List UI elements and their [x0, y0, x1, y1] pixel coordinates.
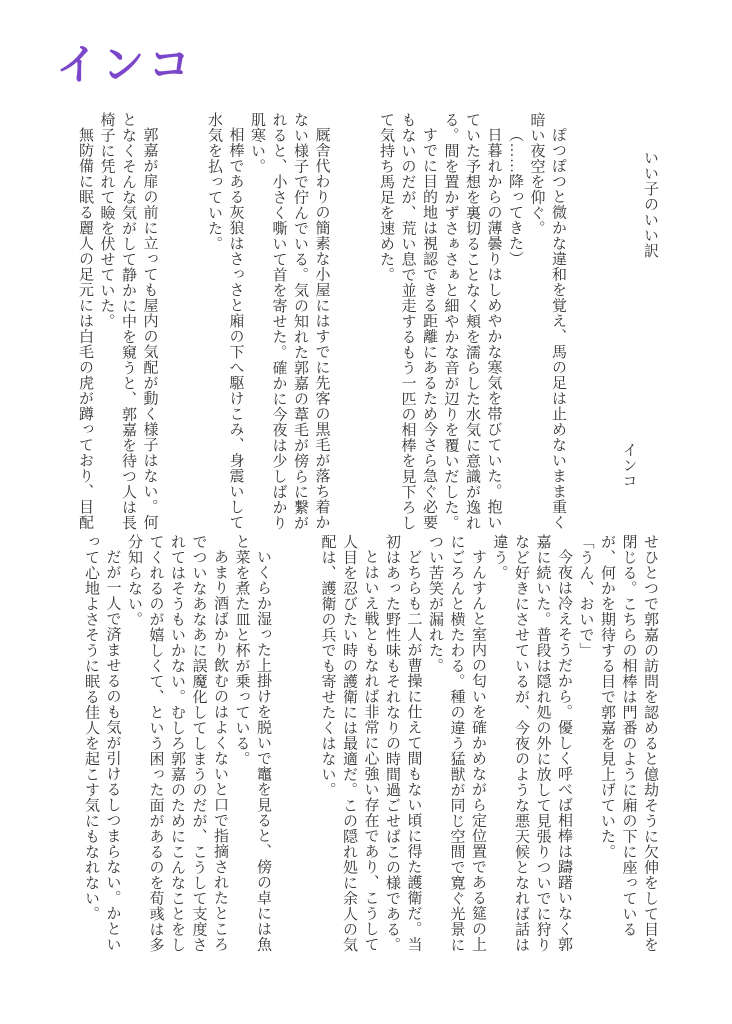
story-paragraph: あまり酒ばかり飲むのはよくないと口で指摘されたところでついなあなあに誤魔化してしまうのだが、こうして支度されてはそうもいかない。むしろ郭嘉のためにこんなことをしてくれるのが嬉しくて、という困った面があるのを荀彧は多分知らない。	[126, 534, 228, 953]
story-paragraph: （……降ってきた）	[507, 127, 523, 267]
story-paragraph: 日暮れからの薄曇りはしめやかな寒気を帯びていた。抱いていた予想を裏切ることなく頬を濡らした水気に意識が逸れる。間を置かずさぁさぁと細やかな音が辺りを覆いだした。	[442, 112, 502, 531]
story-text-bottom	[80, 534, 661, 954]
story-paragraph: だが一人で済ませるのも気が引けるしつまらない。かといって心地よさそうに眠る佳人を起こす気にもなれない。	[83, 534, 121, 952]
story-paragraph: 厩舎代わりの簡素な小屋にはすでに先客の黒毛が落ち着かない様子で佇んでいる。気の知れた郭嘉の葦毛が傍らに繋がれると、小さく嘶いて首を寄せた。確かに今夜は少しばかり肌寒い。	[249, 112, 330, 531]
page-title: インコ	[56, 41, 195, 88]
story-paragraph: ぽつぽつと微かな違和を覚え、馬の足は止めないまま重く暗い夜空を仰ぐ。	[528, 112, 566, 530]
story-paragraph: すでに目的地は視認できる距離にあるため今さら急ぐ必要もないのだが、荒い息で並走するもう一匹の相棒を見下ろして気持ち馬足を速めた。	[378, 112, 437, 531]
story-paragraph: 「うん、おいで」	[577, 534, 594, 658]
story-paragraph: いくらか湿った上掛けを脱いで竈を見ると、傍の卓には魚と菜を煮た皿と杯が乗っている。	[233, 534, 271, 952]
story-paragraph: どちらも二人が曹操に仕えて間もない頃に得た護衛だ。当初はあった野性味もそれなりの時間過ごせばこの様である。	[384, 534, 422, 953]
story-paragraph: 相棒である灰狼はさっさと廂の下へ駆けこみ、身震いして水気を払っていた。	[206, 112, 244, 530]
story-paragraph: すんすんと室内の匂いを確かめながら定位置である筵の上にごろんと横たわる。種の違う猛獣が同じ空間で寛ぐ光景につい苦笑が漏れた。	[427, 534, 486, 953]
story-text-top	[74, 112, 661, 532]
story-paragraph: 今夜は冷えそうだから。優しく呼べば相棒は躊躇いなく郭嘉に続いた。普段は隠れ処の外に放して見張りついでに狩りなど好きにさせているが、今夜のような悪天候となれば話は違う。	[491, 534, 572, 953]
story-paragraph: とはいえ戦ともなれば非常に心強い存在であり、こうして人目を忍びたい時の護衛には最適だ。この隠れ処に余人の気配は、護衛の兵でも寄せたくはない。	[319, 534, 379, 953]
story-paragraph: 無防備に眠る麗人の足元には白毛の虎が蹲っており、目配	[77, 127, 93, 530]
story-paragraph: せひとつで郭嘉の訪問を認めると億劫そうに欠伸をして目を閉じる。こちらの相棒は門番のように廂の下に座っているが、何かを期待する目で郭嘉を見上げていた。	[599, 534, 658, 953]
series-label: インコ	[620, 442, 637, 489]
story-paragraph: 郭嘉が扉の前に立っても屋内の気配が動く様子はない。何となくそんな気がして静かに中を窺うと、郭嘉を待つ人は長椅子に凭れて瞼を伏せていた。	[98, 112, 158, 531]
chapter-title: いい子のいい訳	[642, 149, 658, 258]
